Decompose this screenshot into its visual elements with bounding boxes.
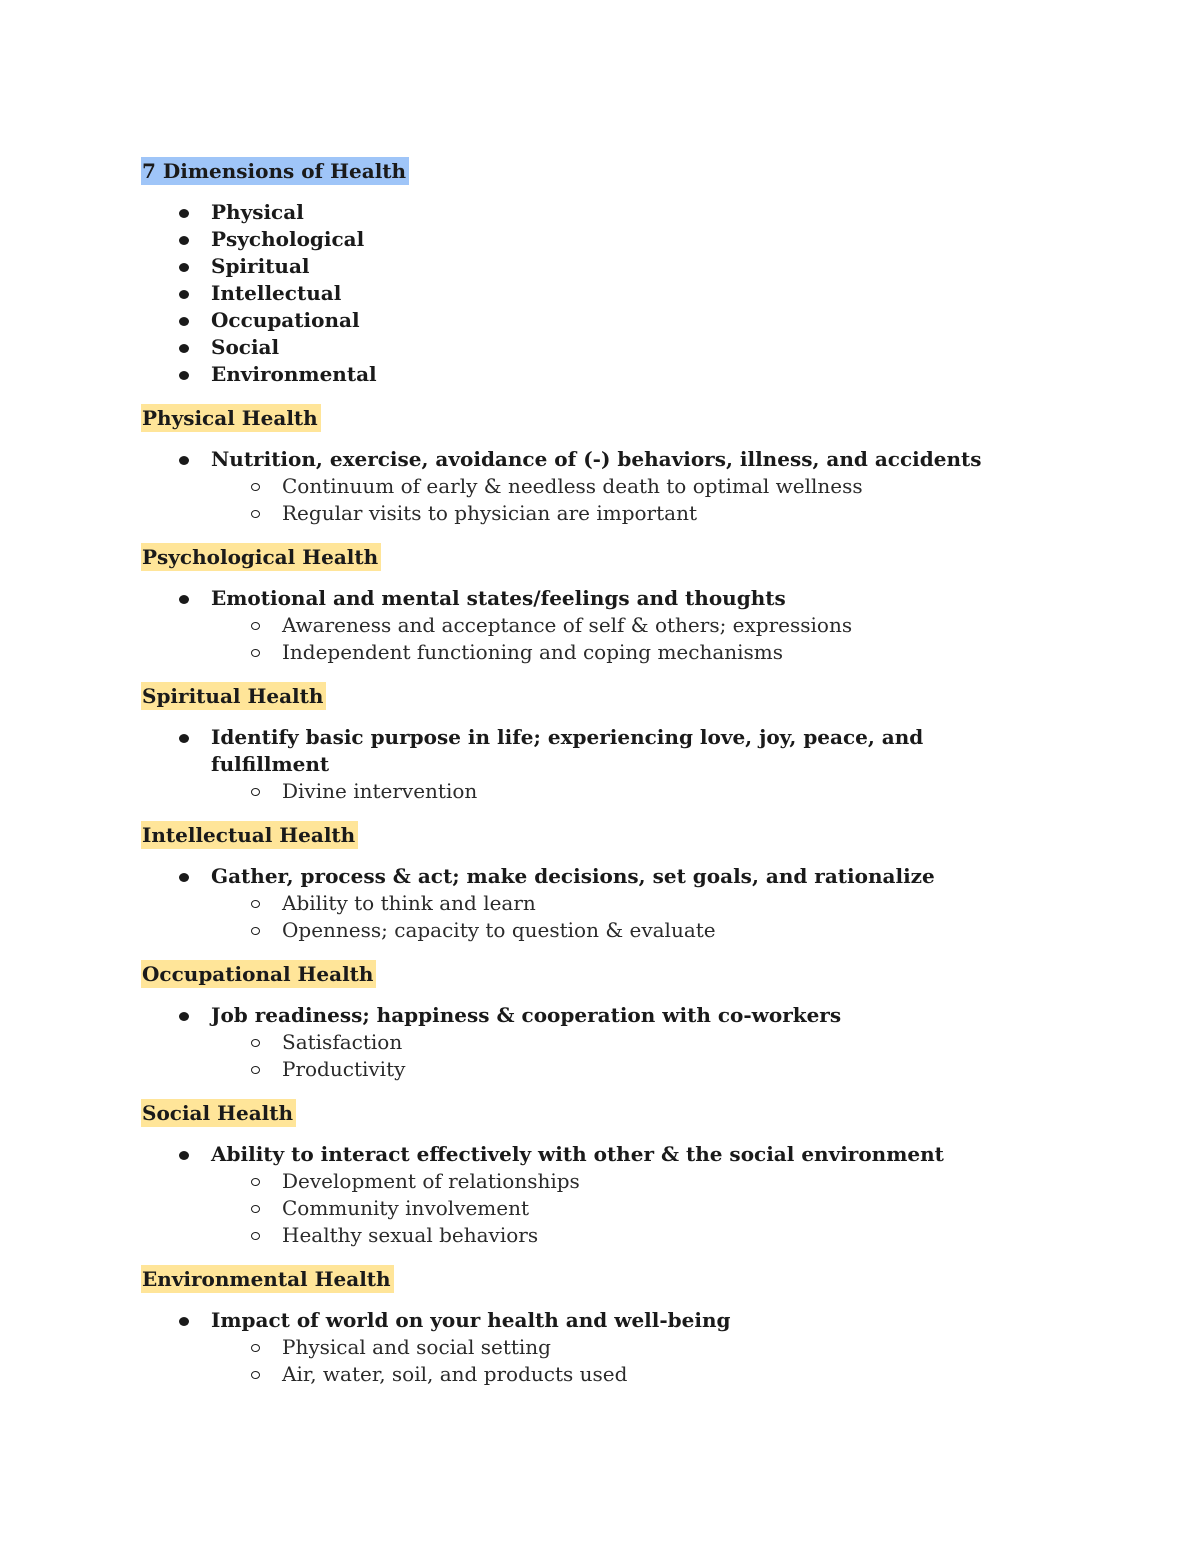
main-point: Ability to interact effectively with other & the social environment	[211, 1142, 944, 1166]
bullet-icon	[179, 344, 189, 353]
document-page	[141, 157, 1041, 1404]
section-heading: Social Health	[141, 1099, 296, 1127]
sub-point: Productivity	[282, 1057, 406, 1081]
list-item	[141, 361, 1041, 388]
circle-bullet-icon	[251, 1371, 260, 1379]
sub-list-item	[141, 778, 1041, 805]
section-intellectual-health	[141, 821, 1041, 944]
sub-point: Awareness and acceptance of self & others; expressions	[282, 613, 853, 637]
dimension-label: Physical	[211, 200, 304, 224]
section-physical-health	[141, 404, 1041, 527]
list-item	[141, 226, 1041, 253]
circle-bullet-icon	[251, 510, 260, 518]
section-social-health	[141, 1099, 1041, 1249]
section-heading: Intellectual Health	[141, 821, 358, 849]
section-list	[141, 1307, 1041, 1388]
circle-bullet-icon	[251, 1066, 260, 1074]
sub-point: Satisfaction	[282, 1030, 403, 1054]
bullet-icon	[179, 290, 189, 299]
bullet-icon	[179, 873, 189, 882]
sub-point: Independent functioning and coping mechanisms	[282, 640, 784, 664]
section-heading: Spiritual Health	[141, 682, 326, 710]
dimensions-list	[141, 199, 1041, 388]
sub-point: Regular visits to physician are important	[282, 501, 697, 525]
circle-bullet-icon	[251, 1232, 260, 1240]
section-list	[141, 446, 1041, 527]
circle-bullet-icon	[251, 1344, 260, 1352]
circle-bullet-icon	[251, 622, 260, 630]
sub-list-item	[141, 890, 1041, 917]
list-item	[141, 1002, 1041, 1029]
sub-list	[141, 612, 1041, 666]
section-heading: Environmental Health	[141, 1265, 394, 1293]
bullet-icon	[179, 371, 189, 380]
sub-point: Ability to think and learn	[282, 891, 536, 915]
dimension-label: Spiritual	[211, 254, 310, 278]
section-list	[141, 724, 1041, 805]
circle-bullet-icon	[251, 788, 260, 796]
bullet-icon	[179, 1151, 189, 1160]
list-item	[141, 334, 1041, 361]
bullet-icon	[179, 734, 189, 743]
section-list	[141, 1002, 1041, 1083]
list-item	[141, 199, 1041, 226]
sub-list	[141, 1168, 1041, 1249]
section-heading: Occupational Health	[141, 960, 376, 988]
sub-point: Openness; capacity to question & evaluate	[282, 918, 716, 942]
bullet-icon	[179, 595, 189, 604]
list-item	[141, 446, 1041, 473]
section-heading: Physical Health	[141, 404, 321, 432]
sub-point: Physical and social setting	[282, 1335, 551, 1359]
sub-point: Divine intervention	[282, 779, 478, 803]
list-item	[141, 585, 1041, 612]
list-item	[141, 253, 1041, 280]
list-item	[141, 1307, 1041, 1334]
sub-list	[141, 1334, 1041, 1388]
bullet-icon	[179, 1317, 189, 1326]
main-point: Emotional and mental states/feelings and thoughts	[211, 586, 786, 610]
main-point: Identify basic purpose in life; experiencing love, joy, peace, and fulfillment	[211, 725, 924, 776]
bullet-icon	[179, 236, 189, 245]
list-item	[141, 724, 1041, 778]
sub-list-item	[141, 612, 1041, 639]
sub-point: Air, water, soil, and products used	[282, 1362, 628, 1386]
sub-list-item	[141, 500, 1041, 527]
main-point: Nutrition, exercise, avoidance of (-) behaviors, illness, and accidents	[211, 447, 982, 471]
sub-point: Healthy sexual behaviors	[282, 1223, 539, 1247]
section-list	[141, 585, 1041, 666]
section-psychological-health	[141, 543, 1041, 666]
section-list	[141, 863, 1041, 944]
sub-list-item	[141, 1334, 1041, 1361]
sub-point: Community involvement	[282, 1196, 529, 1220]
bullet-icon	[179, 317, 189, 326]
bullet-icon	[179, 456, 189, 465]
sub-list-item	[141, 1222, 1041, 1249]
document-title: 7 Dimensions of Health	[141, 157, 409, 185]
bullet-icon	[179, 1012, 189, 1021]
bullet-icon	[179, 263, 189, 272]
list-item	[141, 1141, 1041, 1168]
circle-bullet-icon	[251, 927, 260, 935]
circle-bullet-icon	[251, 1039, 260, 1047]
dimension-label: Environmental	[211, 362, 377, 386]
sub-list-item	[141, 1168, 1041, 1195]
main-point: Job readiness; happiness & cooperation with co-workers	[211, 1003, 842, 1027]
list-item	[141, 280, 1041, 307]
sub-point: Continuum of early & needless death to optimal wellness	[282, 474, 863, 498]
section-occupational-health	[141, 960, 1041, 1083]
sub-list-item	[141, 1361, 1041, 1388]
sub-list-item	[141, 1195, 1041, 1222]
list-item	[141, 863, 1041, 890]
sub-point: Development of relationships	[282, 1169, 580, 1193]
section-list	[141, 1141, 1041, 1249]
dimension-label: Occupational	[211, 308, 360, 332]
section-spiritual-health	[141, 682, 1041, 805]
sub-list	[141, 778, 1041, 805]
bullet-icon	[179, 209, 189, 218]
sub-list	[141, 1029, 1041, 1083]
main-point: Gather, process & act; make decisions, set goals, and rationalize	[211, 864, 935, 888]
list-item	[141, 307, 1041, 334]
circle-bullet-icon	[251, 483, 260, 491]
sub-list-item	[141, 1056, 1041, 1083]
circle-bullet-icon	[251, 900, 260, 908]
sub-list-item	[141, 639, 1041, 666]
title-block	[141, 157, 1041, 185]
section-heading: Psychological Health	[141, 543, 381, 571]
sub-list	[141, 473, 1041, 527]
sub-list	[141, 890, 1041, 944]
section-environmental-health	[141, 1265, 1041, 1388]
sub-list-item	[141, 917, 1041, 944]
dimension-label: Psychological	[211, 227, 365, 251]
circle-bullet-icon	[251, 1178, 260, 1186]
dimension-label: Intellectual	[211, 281, 342, 305]
sub-list-item	[141, 1029, 1041, 1056]
dimension-label: Social	[211, 335, 280, 359]
main-point: Impact of world on your health and well-being	[211, 1308, 731, 1332]
sub-list-item	[141, 473, 1041, 500]
circle-bullet-icon	[251, 649, 260, 657]
circle-bullet-icon	[251, 1205, 260, 1213]
